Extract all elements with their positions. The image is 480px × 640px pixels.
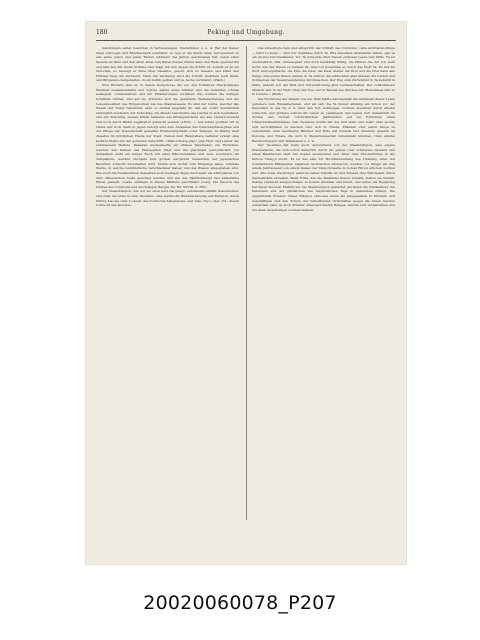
running-title: Peking und Umgebung. xyxy=(207,29,285,36)
paragraph: handlungen selbst besuchen in Verbeugungen, Niederknien u. s. w. Hat der Kaiser diese vollzogen und Räucherwerk verbrannt, so legt er ein Stück Atlas, auf welchem er alle seine guten und edlen Thaten während des Jahres geschrieben hat, nebst einer Spende an Wein und den Altar, kniet zum Beten nieder, nimmt dann den Wein, spendet ihn und läßt nun mit lauter Stimme oder klagt mit den Augen die Schrift ab, kommt er an ein Verschen, so bezeugt er Reue über dasselbe, gelobt, sich zu bessern und bittet den Himmel hage um Verbauch. Nach der Verlesung wird die Schrift, nachdem noch Dank- und Bittgebete festgehalten, in ein Gefäß gethan und zu Asche verbrannt. (Plath.) xyxy=(96,46,239,83)
paragraph: Drei Büchers sind es, in denen Kong-fu-tse die von den Vorfahren überkommene Weisheit zusammenfaßte und welche später seine Schüler und die Gelehrten Chinas auslegten, commentirten und mit Erläuterungen versahen; das wurden die heiligen Schriften Chinas, und auf sie gründete sich die gesammte Weltanschauung und die Lebensweisheit des Eingebornen wie des Staatswesens. Es sind der I-king, welcher das Wesen der Natur behandelt, aber so dunkel abgefaßt ist, daß ein voller Verständniß unmöglich erscheint; der Schu-king, die älteste Geschichte des Landes in sich begreifend, und der Schi-king, dessen Inhalt teilweise aus Sittengedichten wie aus Liedern besteht und noch durch Bilder zugänglich gemacht werden (1833). — Auf seiner größten Ort in China und noch mehr in Japan befolgt eine dem Andenken des Nationalphilosophen und der Pflege der Wissenschaft geweihte Erinnerungshalle (oder Tempel). In Peking liegt dieselbe im nördlichen Theile der Stadt. Neben dem Hauptaltare befindet prangt eine lackirte Platte mit der goldenen Aufschrift: »Wan-schi-sse-piao« (der Herr und Lehrer der zehntausend Welten). Daneben wechselseitig ein offenes Tabernakel, ein Tischchen, welcher den Namen des Philosophen trägt und ihn gleichsam personificiert; vor demselben steht ein langer Tisch mit einer Räucherpfanne und zwei Leuchtern. Im Tempelhofe, welcher übrigens zum großen Aergerniß namentlich der japanischen Besucher schlecht unterhalten wird, finden sich rechts vom Eingange lange, schmale Steine, in welche buddhistische verschiedener Kaiser und des Weisen eingegraben sind. Wie auch die Nachkommen desselben noch heutigen Tages nach mehr als 2400 Jahren von dem chinesischen Volke geachtet werden und wie das Familienhaupt fast kaiserliche Ehren genießt, wurde unlängst in diesen Blättern geschildert (vergl. Ein Besuch des Grabes des Confucius und des heiligen Berges Tai. Bd. XXVIII, S. 285). xyxy=(96,83,239,189)
image-id-caption: 20020060078_P207 xyxy=(143,592,337,614)
page-number: 180 xyxy=(96,29,108,36)
page-header xyxy=(96,28,396,41)
paragraph: Die Forderung der Abkehr von der Welt führte naturgemäß die Anhänger dieser Lehre geradezu zum Einsiedlerleben, und als sich die Ta immer allmälig ein Schon vor der Kaisertitel in das Ta, d. h. über den Tod, aufsteigen, suchten dieselben durch allerlei schlechte und größere Lehren ihr Leben zu verlängern und legten sich namentlich im dritten und vierten vorchristlichen Jahrhundert auf die Erfindung eines Unsterblichkeitstrankes. Den Taoismus wurde mit der Zeit mehr und mehr: man suchte sich zurückführen zu machen oder sich in Thiere, Pflanzen oder selbst Dinge zu verwandeln, man bevölkerte Himmel und Erde mit Göttern und Geistern, glaubte an Kobolde und Thiere, die sich in Menschengestalt verwandeln könnten, trieb allerlei Beschwörungen und Talismanen u. s. w. xyxy=(252,96,395,143)
left-column xyxy=(96,46,239,208)
paragraph: das unbedingte Sein und entspricht der Urkraft des Confucius. »Alle sichtbaren Dinge — lehrt Lo-hsun — sind nur Ausflüsse durch Ta. Ehe dieselben entstanden waren, gab es ein großes Durcheinander. Vor Ta schwebte über diesen endlosen Leere und Stille. Es ist unermeßlich, still, unbewegbar und doch beständig thätig, die Mutter des All. Ich weiß nicht, wie das Wesen zu nennen ist, aber ich bezeichne es durch das Wort Ta. Es hat die Wort hervorgebracht, die Eins die Zwei, die Zwei wieder die Drei und die Drei dann alle Dinge. Alle guten Wesen sehnen in Ta zurück; die schlechten aber müssen die Leiden und Schmerzen der Seelenwanderung durchmachen. Der Weg zum Zurückfluß in Ta befiehlt in Stille, Abkehr von der Welt und Unterdrückung aller Leidenschaften. Der vollkommene Mensch lebt in der Welt ruhig und frei; nur in Betreff des Glückes der Menschheit lebt er in Unruhe.« (Plath.) xyxy=(252,46,395,97)
paragraph: Der Taoismus hat beim auch, abweichend von der Staatsreligion, eine eigene Priesterkaste, die sich schon äußerlich durch ihr gelbes oder schwarzes Gewand und einen Haarknoten statt des Zopfes auszeichnet und unter dem Thronwürdige in der Person Tiang-ji sticht. Es ist das eine Art Höchfabrwerteng des Tibetang, einer mit wunderbaren Fähigkeiten begabten taoistischen Zauberers, welcher vor länger als drei einem Jahrtausend von einem Kaiser der Tang-Dynastie zu hohen Ehren erhoben worden war. Alle seine Nachfolger gehören seiner Familie an und müssen ihre Würdigkeit durch Zauberkräfte erweisen. Beim Volke, das die Talismane theuer bezahlt, stehen sie überall, Peking vielleicht ausgenommen, in hohem Ansehen und Gunst, und selbst die Regierung hat ihnen insoweit Einfluß auf die Staatsreligion gestattet, als ihnen die Feststellung des Kalenders und der glücklichen wie unglücklichen Tage in demselben obliegt. Die eigentlichen Priester dieser Religion (Tau-sse) leben als Junggesellen in Klöstern und beschäftigen sich den Schutz der betreffenden Ortschaften gegen die bösen Geister. Außerdem giebt es noch Priester untergeordneten Ranges, welche sich verheirathen und bei ihren Angehörigen wohnen bleiben. xyxy=(252,143,395,212)
scanned-page xyxy=(86,22,406,564)
paragraph: Der Staatsreligion, wie wir sie oben kurz dargelegt, entstanden allmäh Nebenbuhler, und zwar der erste in dem Taoismus, eine mystische Weltanschauung und Religion, deren Stifter, Lao-tse oder Lo-hsun, des Confucius Zeitgenosse, war. Das »Tao« oder »Ta« dieser Lehre ist das absolute, xyxy=(96,189,239,208)
right-column xyxy=(252,46,395,213)
column-divider xyxy=(246,46,247,520)
